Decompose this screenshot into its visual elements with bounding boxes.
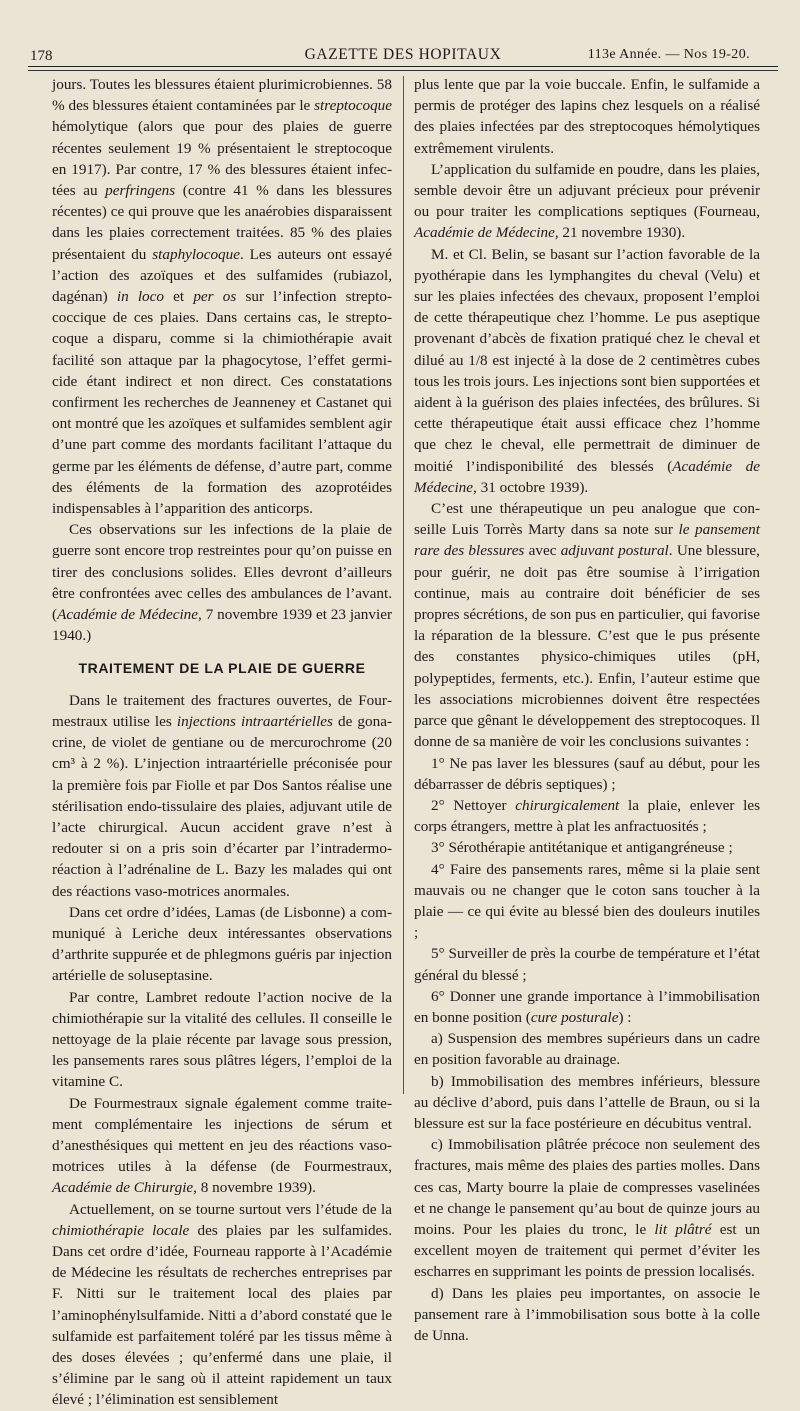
page-number: 178 xyxy=(30,48,53,64)
conclusion-subitem: c) Immobilisation plâtrée précoce non seulement des fractures, mais même des plaies des parties molles. Dans ces cas, Marty bourre la plaie de compresses vaselinées et ne change le pansement qu’au bout de quinze jours au moins. Pour les plaies du tronc, le lit plâtré est un excellent moyen de traitement qui permet d’éviter les escharres en supprimant les points de pression localisés. xyxy=(414,1136,761,1281)
paragraph: M. et Cl. Belin, se basant sur l’action favorable de la pyothérapie dans les lymphangites du cheval (Velu) et sur les plaies infectées des chevaux, proposent l’emploi de cette thérapeutique chez l’homme. Le pus aseptique provenant d’abcès de fixation pratiqué chez le cheval et dilué au 1/8 est injecté à la dose de 2 centimètres cubes tous les trois jours. Les injections sont bien supportées et aident à la guérison des plaies infectées, des brûlures. Si cette thérapeutique était aussi efficace chez l’homme que chez le cheval, elle permettrait de diminuer de moitié l’indisponibilité des blessés (Académie de Médecine, 31 octobre 1939). xyxy=(414,245,760,496)
conclusion-subitem: a) Suspension des membres supérieurs dans un cadre en position favorable au drainage. xyxy=(414,1030,760,1069)
left-column xyxy=(52,74,392,1411)
right-column xyxy=(414,74,760,1346)
header-rule-bottom xyxy=(28,70,778,71)
conclusion-subitem: d) Dans les plaies peu importantes, on associe le pansement rare à l’immobilisation sous botte à la colle de Unna. xyxy=(414,1284,760,1344)
paragraph: Par contre, Lambret redoute l’action nocive de la chimiothérapie sur la vitalité des cellules. Il conseille le nettoyage de la plaie récente par lavage sous pression, les pansements rares sous plâtres légers, l’emploi de la vitamine C. xyxy=(52,988,392,1091)
paragraph: L’application du sulfamide en poudre, dans les plaies, semble devoir être un adjuvant précieux pour prévenir ou pour traiter les complications septiques (Fourneau, Académie de Médecine, 21 novembre 1930). xyxy=(414,160,760,242)
paragraph: Actuellement, on se tourne surtout vers l’étude de la chimiothérapie locale des plaies par les sulfamides. Dans cet ordre d’idée, Fourneau rapporte à l’Académie de Médecine les résultats de recherches entreprises par F. Nitti sur le traitement local des plaies par l’aminophénylsulfamide. Nitti a d’abord constaté que le sulfamide est parfaitement toléré par les tissus même à des doses élevées ; qu’enfermé dans une plaie, il s’élimine par le sang où il atteint rapidement un taux élevé ; l’élimination est sensiblement xyxy=(52,1200,392,1409)
conclusion-item: 5° Surveiller de près la courbe de température et l’état général du blessé ; xyxy=(414,945,760,984)
paragraph: De Fourmestraux signale également comme traitement complémentaire les injections de sérum et d’anesthésiques qui mettent en jeu des réactions vaso-motrices utiles à la défense (de Fourmestraux, Académie de Chirurgie, 8 novembre 1939). xyxy=(52,1094,392,1197)
conclusion-item: 1° Ne pas laver les blessures (sauf au début, pour les débarrasser de débris septiques) ; xyxy=(414,754,760,793)
paragraph: Ces observations sur les infections de la plaie de guerre sont encore trop restreintes pour qu’on puisse en tirer des conclusions solides. Elles devront d’ailleurs être confrontées avec celles des ambulances de l’avant. (Académie de Médecine, 7 novembre 1939 et 23 janvier 1940.) xyxy=(52,521,393,645)
conclusion-item: 2° Nettoyer chirurgicalement la plaie, enlever les corps étrangers, mettre à plat les anfractuosités ; xyxy=(414,796,760,836)
paragraph: jours. Toutes les blessures étaient plurimicrobiennes. 58 % des blessures étaient contaminées par le streptocoque hémolytique (alors que pour des plaies de guerre récentes seulement 19 % présentaient le streptocoque en 1917). Par contre, 17 % des blessures étaient infectées au perfringens (contre 41 % dans les blessures récentes) ce qui prouve que les anaérobies disparaissent dans les plaies correctement traitées. 85 % des plaies présentaient du staphylocoque. Les auteurs ont essayé l’action des azoïques et des sulfamides (rubiazol, dagénan) in loco et per os sur l’infection streptococcique de ces plaies. Dans certains cas, le streptocoque a disparu, comme si la chimiothérapie avait facilité son attaque par la phagocytose, l’effet germicide étant indirect et non direct. Ces constatations confirment les recherches de Jeanneney et Castanet qui ont montré que les azoïques et sulfamides semblent agir d’une part comme des mordants facilitant l’attaque du germe par les éléments de défense, d’autre part, comme des éléments de la formation des azoprotéides indispensables à l’apparition des anticorps. xyxy=(52,76,393,518)
conclusion-subitem: b) Immobilisation des membres inférieurs, blessure au déclive d’abord, puis dans l’attelle de Braun, ou si la blessure est sur la face postérieure en décubitus ventral. xyxy=(414,1072,760,1132)
conclusion-item: 6° Donner une grande importance à l’immobilisation en bonne position (cure posturale) : xyxy=(414,987,760,1026)
paragraph: plus lente que par la voie buccale. Enfin, le sulfamide a permis de protéger des lapins chez lesquels on a réalisé des plaies infectées par des streptocoques hémolytiques extrêmement virulents. xyxy=(414,76,760,157)
issue-info: 113e Année. — Nos 19-20. xyxy=(587,47,750,62)
conclusion-item: 3° Sérothérapie antitétanique et antigangréneuse ; xyxy=(431,839,733,857)
paragraph: C’est une thérapeutique un peu analogue que conseille Luis Torrès Marty dans sa note sur le pansement rare des blessures avec adjuvant postural. Une blessure, pour guérir, ne doit pas être soumise à l’irrigation continue, mais au contraire doit bénéficier de ses propres sécrétions, de son pus en particulier, qui favorise la réparation de la blessure. C’est que le pus présente des constantes physico-chimiques utiles (pH, polypeptides, ferments, etc.). Enfin, l’auteur estime que les associations microbiennes doivent être respectées parce que gênant le développement des streptocoques. Il donne de sa manière de voir les conclusions suivantes : xyxy=(414,500,761,751)
journal-title: GAZETTE DES HOPITAUX xyxy=(304,46,502,63)
header-rule-top xyxy=(28,66,778,67)
conclusion-item: 4° Faire des pansements rares, même si la plaie sent mauvais ou ne changer que le coton sans toucher à la plaie — ce qui évite au blessé bien des douleurs inutiles ; xyxy=(414,860,760,942)
section-heading: TRAITEMENT DE LA PLAIE DE GUERRE xyxy=(78,660,366,677)
running-header xyxy=(28,42,778,68)
column-divider xyxy=(403,76,404,1094)
paragraph: Dans le traitement des fractures ouvertes, de Fourmestraux utilise les injections intraartérielles de gonacrine, de violet de gentiane ou de mercurochrome (20 cm³ à 2 %). L’injection intraartérielle préconisée pour la première fois par Fiolle et par Dos Santos réalise une stérilisation endo-tissulaire des plaies, adjuvant utile de l’acte chirurgical. Aucun accident grave n’est à redouter si on a pris soin d’écarter par l’intradermo-réaction à l’adrénaline de L. Bazy les malades qui ont des réactions vaso-motrices anormales. xyxy=(52,691,393,900)
paragraph: Dans cet ordre d’idées, Lamas (de Lisbonne) a communiqué à Leriche deux intéressantes observations d’arthrite suppurée et de phlegmons guéris par injection artérielle de soluseptasine. xyxy=(52,903,392,985)
